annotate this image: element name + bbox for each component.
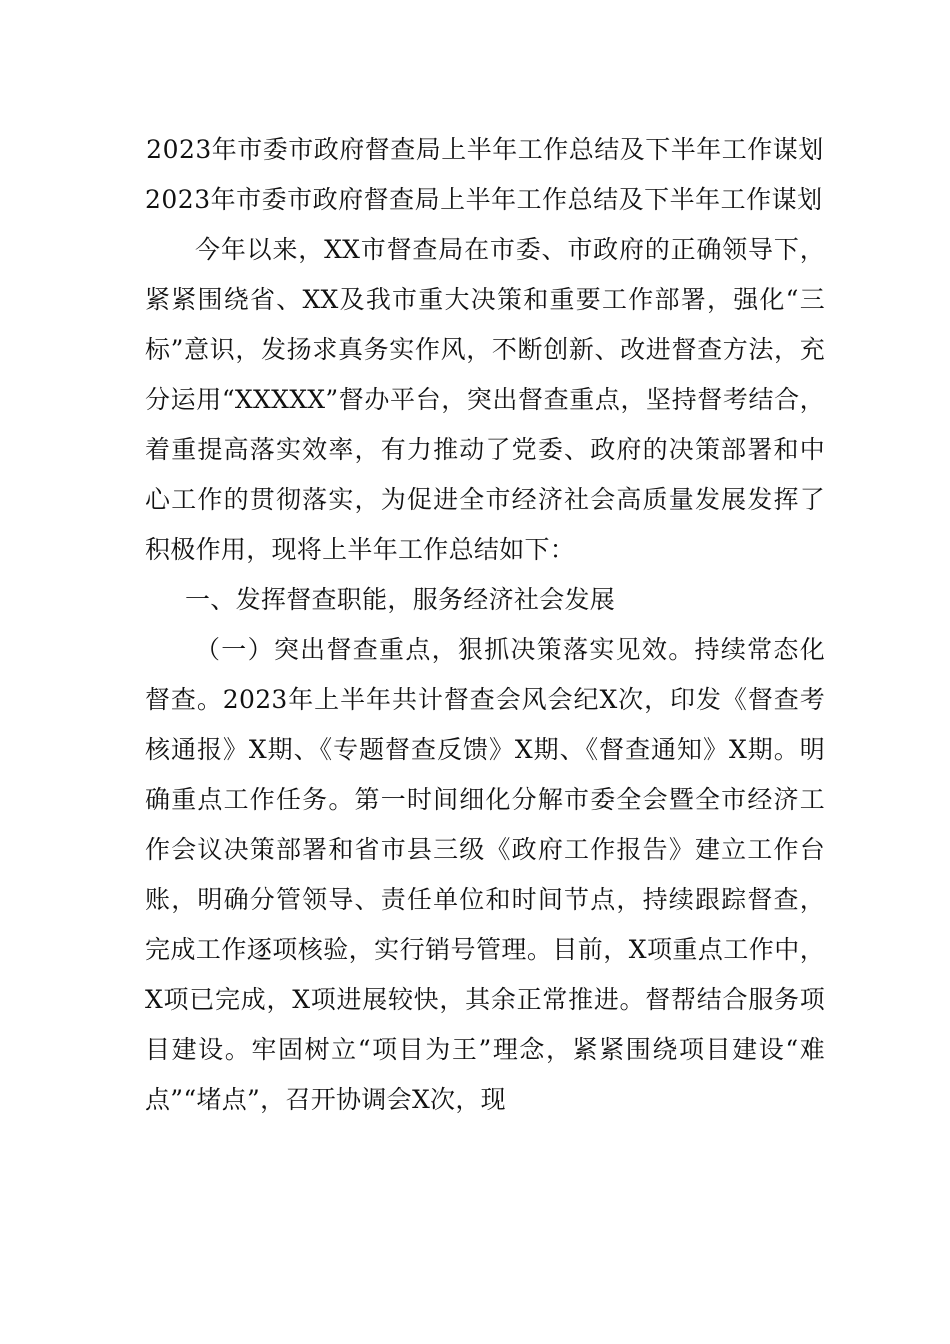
section-1-paragraph: （一）突出督查重点，狠抓决策落实见效。持续常态化督查。2023年上半年共计督查会风会纪X次，印发《督查考核通报》X期、《专题督查反馈》X期、《督查通知》X期。明确重点工作任务。第一时间细化分解市委全会暨全市经济工作会议决策部署和省市县三级《政府工作报告》建立工作台账，明确分管领导、责任单位和时间节点，持续跟踪督查，完成工作逐项核验，实行销号管理。目前，X项重点工作中，X项已完成，X项进展较快，其余正常推进。督帮结合服务项目建设。牢固树立“项目为王”理念，紧紧围绕项目建设“难点”“堵点”，召开协调会X次，现 (145, 635, 825, 1114)
document-body (145, 125, 825, 1125)
document-title-repeat: 2023年市委市政府督查局上半年工作总结及下半年工作谋划 (145, 185, 823, 214)
section-1-heading: 一、发挥督查职能，服务经济社会发展 (185, 585, 616, 614)
intro-paragraph: 今年以来，XX市督查局在市委、市政府的正确领导下，紧紧围绕省、XX及我市重大决策和重要工作部署，强化“三标”意识，发扬求真务实作风，不断创新、改进督查方法，充分运用“XXXXX”督办平台，突出督查重点，坚持督考结合，着重提高落实效率，有力推动了党委、政府的决策部署和中心工作的贯彻落实，为促进全市经济社会高质量发展发挥了积极作用，现将上半年工作总结如下： (145, 235, 825, 564)
document-title: 2023年市委市政府督查局上半年工作总结及下半年工作谋划 (146, 135, 824, 164)
